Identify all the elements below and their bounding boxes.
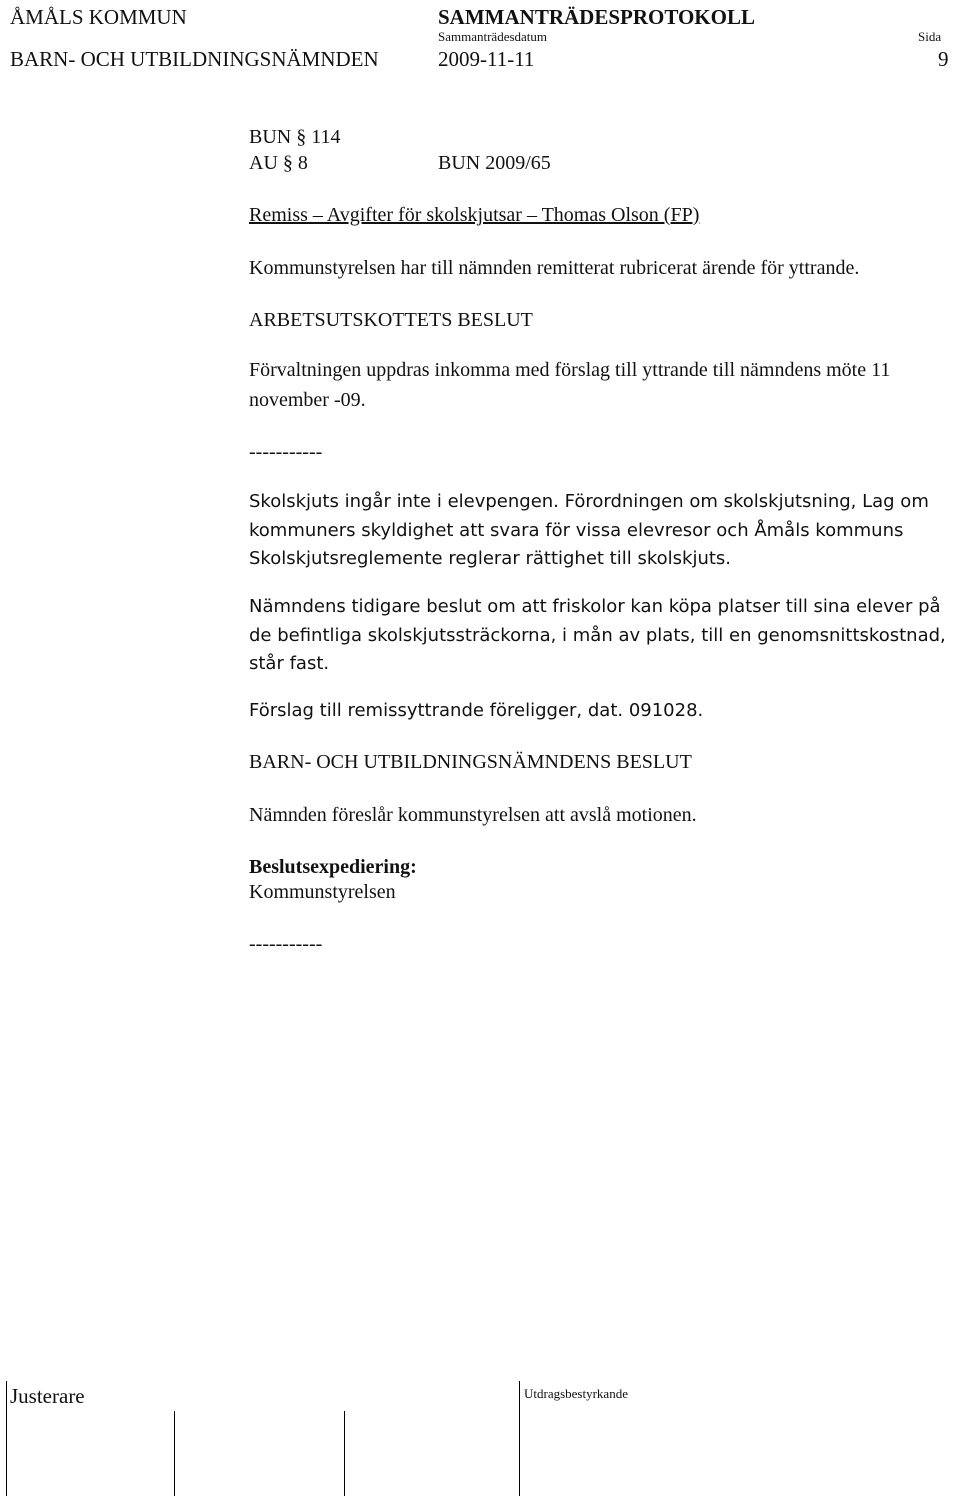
signature-box-divider (344, 1411, 345, 1496)
page-number: 9 (938, 47, 949, 71)
footer-utdrag-label: Utdragsbestyrkande (524, 1386, 628, 1401)
paragraph-proposal: Förslag till remissyttrande föreligger, dat. 091028. (249, 700, 704, 721)
bun-decision-heading: BARN- OCH UTBILDNINGSNÄMNDENS BESLUT (249, 751, 692, 773)
footer-justerare-label: Justerare (10, 1384, 85, 1408)
au-decision-text: Förvaltningen uppdras inkomma med förslag till yttrande till nämndens möte 11 november -09. (249, 359, 891, 411)
expedition-label: Beslutsexpediering: (249, 856, 417, 878)
case-title: Remiss – Avgifter för skolskjutsar – Thomas Olson (FP) (249, 204, 700, 226)
page-label: Sida (918, 29, 942, 44)
signature-box-divider (6, 1381, 7, 1496)
expedition-recipient: Kommunstyrelsen (249, 881, 396, 903)
case-number: BUN 2009/65 (438, 152, 551, 174)
bun-reference: BUN § 114 (249, 126, 341, 148)
signature-box-divider (519, 1381, 520, 1496)
document-type: SAMMANTRÄDESPROTOKOLL (438, 5, 755, 29)
intro-text: Kommunstyrelsen har till nämnden remitterat rubricerat ärende för yttrande. (249, 257, 860, 279)
paragraph-school-transport: Skolskjuts ingår inte i elevpengen. Förordningen om skolskjutsning, Lag om kommuners skyldighet att svara för vissa elevresor och Åmåls kommuns Skolskjutsreglemente reglerar rättighet till skolskjuts. (249, 491, 929, 569)
date-label: Sammanträdesdatum (438, 29, 548, 44)
bun-decision-text: Nämnden föreslår kommunstyrelsen att avslå motionen. (249, 804, 697, 826)
au-decision-heading: ARBETSUTSKOTTETS BESLUT (249, 309, 533, 331)
committee-name: BARN- OCH UTBILDNINGSNÄMNDEN (10, 47, 379, 71)
municipality-name: ÅMÅLS KOMMUN (10, 5, 187, 29)
paragraph-free-schools: Nämndens tidigare beslut om att friskolor kan köpa platser till sina elever på de befintliga skolskjutssträckorna, i mån av plats, till en genomsnittskostnad, står fast. (249, 596, 946, 674)
meeting-date: 2009-11-11 (438, 47, 535, 71)
au-reference: AU § 8 (249, 152, 308, 174)
separator-line: ----------- (249, 441, 323, 463)
separator-line: ----------- (249, 933, 323, 955)
signature-box-divider (174, 1411, 175, 1496)
